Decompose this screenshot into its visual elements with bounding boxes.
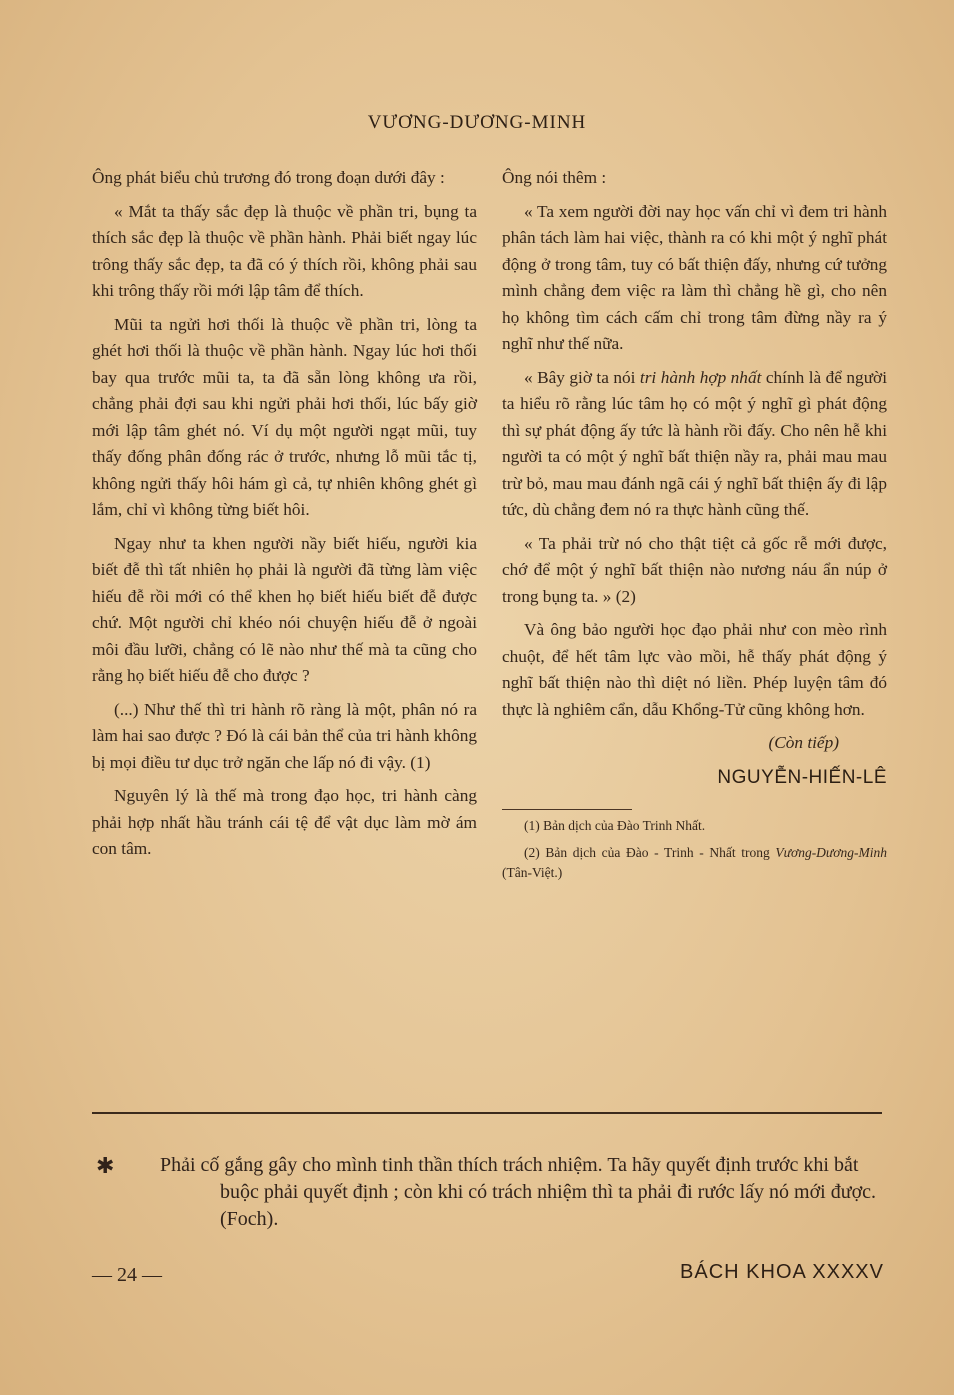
paragraph: Và ông bảo người học đạo phải như con mèo rình chuột, để hết tâm lực vào mồi, hễ thấy phát động ý nghĩ bất thiện nào thì diệt nó liền. Phép luyện tâm đó thực là nghiêm cẩn, dẫu Khổng-Tử cũng không hơn.: [502, 620, 887, 719]
paragraph: Ngay như ta khen người nầy biết hiếu, người kia biết đễ thì tất nhiên họ phải là người đã từng làm việc hiếu đễ rồi mới có thể khen họ biết hiếu biết đễ được chứ. Một người chỉ khéo nói chuyện hiếu đễ ở ngoài môi đầu lưỡi, chẳng có lẽ nào như thế mà ta cũng cho rằng họ biết hiếu đễ cho được ?: [92, 533, 477, 685]
text-run: chính là để người ta hiểu rõ rằng lúc tâm họ có một ý nghĩ gì phát động thì sự phát động ấy tức là hành rồi đấy. Cho nên hễ khi người ta có một ý nghĩ bất thiện nầy ra, phải mau mau trừ bỏ, mau mau đánh ngã cái ý nghĩ bất thiện ấy đi lập tức, dù chẳng đem nó ra thực hành cũng thế.: [502, 367, 887, 519]
page-number: — 24 —: [92, 1264, 162, 1286]
text-run: (2) Bản dịch của Đào - Trinh - Nhất trong: [524, 845, 776, 860]
footnote-rule: [502, 809, 632, 810]
text-run: (Tân-Việt.): [502, 865, 563, 880]
section-divider: [92, 1112, 882, 1114]
quote-text: Phải cố gắng gây cho mình tinh thần thích trách nhiệm. Ta hãy quyết định trước khi bắt buộc phải quyết định ; còn khi có trách nhiệm thì ta phải đi rước lấy nó mới được. (Foch).: [160, 1154, 877, 1230]
paragraph: « Mắt ta thấy sắc đẹp là thuộc về phần tri, bụng ta thích sắc đẹp là thuộc về phần hành. Phải biết ngay lúc trông thấy sắc đẹp, ta đã có ý thích rồi, không phải sau khi trông thấy rồi mới lập tâm để thích.: [92, 201, 477, 300]
footnote: (1) Bản dịch của Đào Trinh Nhất.: [524, 818, 706, 833]
paragraph: Ông nói thêm :: [502, 168, 607, 187]
paragraph: Ông phát biểu chủ trương đó trong đoạn dưới đây :: [92, 168, 445, 187]
emphasis-text: Vương-Dương-Minh: [775, 845, 887, 860]
to-be-continued: (Còn tiếp): [768, 733, 839, 752]
quote-block: [92, 1152, 892, 1233]
paragraph: Nguyên lý là thế mà trong đạo học, tri hành càng phải hợp nhất hầu tránh cái tệ để vật dục làm mờ ám con tâm.: [92, 786, 477, 858]
paragraph: (...) Như thế thì tri hành rõ ràng là một, phân nó ra làm hai sao được ? Đó là cái bản thể của tri hành không bị mọi điều tư dục trở ngăn che lấp nó đi vậy. (1): [92, 699, 477, 772]
paragraph: [502, 365, 887, 524]
running-head: VƯƠNG-DƯƠNG-MINH: [367, 112, 587, 133]
paragraph: « Ta xem người đời nay học vấn chỉ vì đem tri hành phân tách làm hai việc, thành ra có khi một ý nghĩ phát động ở trong tâm, tuy có bất thiện đấy, nhưng cứ tưởng mình chẳng đem việc ra làm thì chẳng hề gì, cho nên họ không tìm cách cấm chỉ trong tâm đừng nầy ra ý nghĩ như thế nữa.: [502, 201, 887, 353]
author-name: NGUYỄN-HIẾN-LÊ: [717, 766, 887, 788]
paragraph: « Ta phải trừ nó cho thật tiệt cả gốc rễ mới được, chớ để một ý nghĩ bất thiện nào nương náu ẩn núp ở trong bụng ta. » (2): [502, 533, 887, 606]
footnote: [502, 843, 887, 883]
left-column: [92, 165, 477, 870]
star-ornament-icon: ✱: [96, 1153, 115, 1178]
right-column: [502, 165, 887, 890]
emphasis-text: tri hành hợp nhất: [639, 367, 762, 387]
text-run: « Bây giờ ta nói: [524, 367, 640, 387]
journal-title: BÁCH KHOA XXXXV: [680, 1261, 884, 1283]
paragraph: Mũi ta ngửi hơi thối là thuộc về phần tri, lòng ta ghét hơi thối là thuộc về phần hành. Ngay lúc hơi thối bay qua trước mũi ta, ta đã sẵn lòng không ưa rồi, chẳng phải đợi sau khi ngửi phải hơi thối, lúc bấy giờ mới lập tâm ghét nó. Ví dụ một người ngạt mũi, tuy thấy đống phân đống rác ở trước, nhưng lỗ mũi tắc tị, không ngửi thấy hôi hám gì cả, tự nhiên không ghét gì lắm, chỉ vì không từng biết hôi.: [92, 314, 477, 519]
